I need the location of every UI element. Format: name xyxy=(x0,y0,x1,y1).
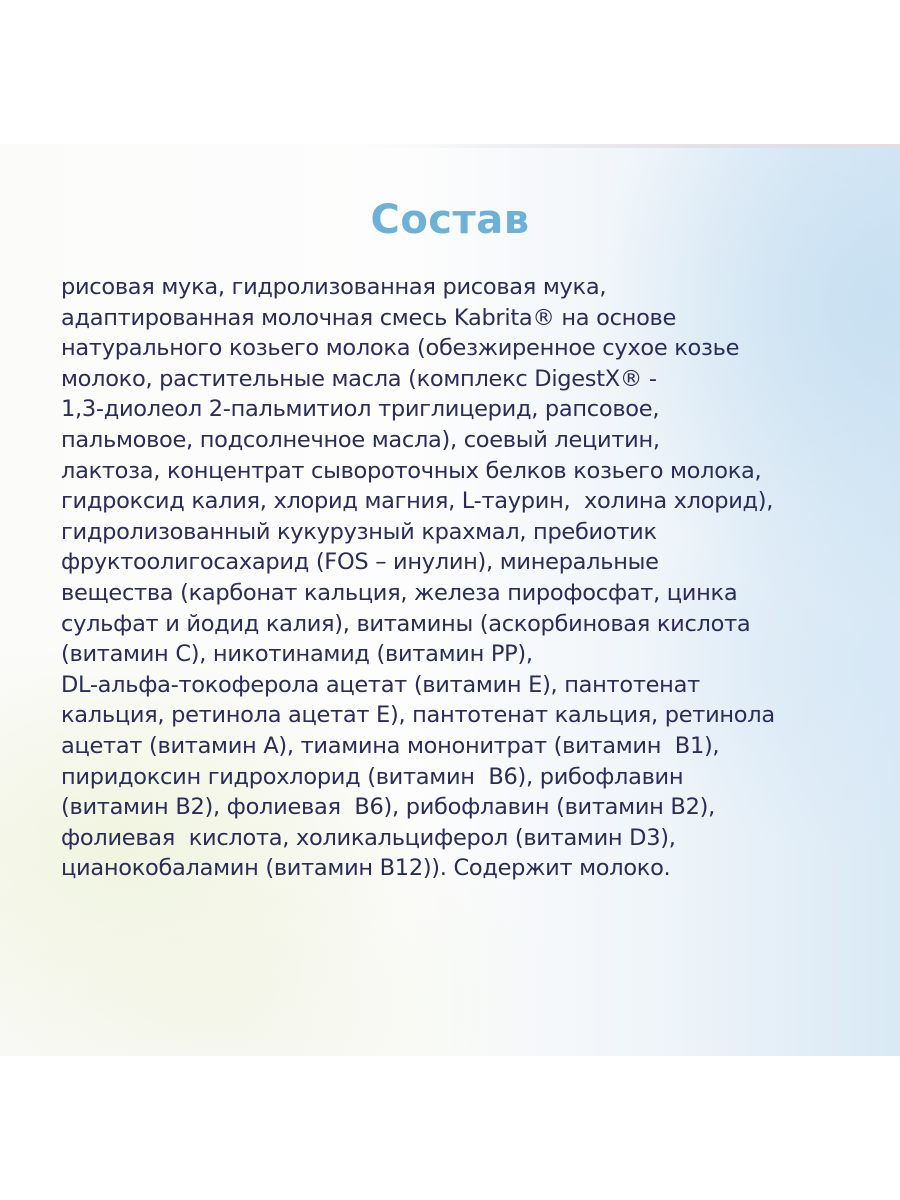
composition-line: (витамин В2), фолиевая В6), рибофлавин (витамин В2), xyxy=(61,794,715,821)
composition-line: гидролизованный кукурузный крахмал, пребиотик xyxy=(61,518,657,545)
composition-line: ацетат (витамин А), тиамина мононитрат (витамин В1), xyxy=(61,732,720,759)
composition-line: кальция, ретинола ацетат Е), пантотенат кальция, ретинола xyxy=(61,702,775,729)
composition-line: 1,3-диолеол 2-пальмитиол триглицерид, рапсовое, xyxy=(61,396,660,423)
composition-line: вещества (карбонат кальция, железа пирофосфат, цинка xyxy=(61,579,738,606)
composition-line: лактоза, концентрат сывороточных белков козьего молока, xyxy=(61,457,762,484)
composition-line: пиридоксин гидрохлорид (витамин В6), рибофлавин xyxy=(61,763,684,790)
composition-line: (витамин С), никотинамид (витамин РР), xyxy=(61,641,533,668)
composition-line: молоко, растительные масла (комплекс DigestX® - xyxy=(61,365,657,392)
composition-line: фруктоолигосахарид (FOS – инулин), минеральные xyxy=(61,549,659,576)
composition-line: DL-альфа-токоферола ацетат (витамин Е), пантотенат xyxy=(61,671,700,698)
composition-line: гидроксид калия, хлорид магния, L-таурин, холина хлорид), xyxy=(61,488,774,515)
page-title: Состав xyxy=(370,197,530,243)
composition-card xyxy=(0,144,900,1056)
composition-line: фолиевая кислота, холикальциферол (витамин D3), xyxy=(61,824,676,851)
card-top-edge xyxy=(0,144,900,148)
composition-line: натурального козьего молока (обезжиренное сухое козье xyxy=(61,335,740,362)
composition-line: сульфат и йодид калия), витамины (аскорбиновая кислота xyxy=(61,610,751,637)
composition-text xyxy=(61,272,861,884)
composition-line: адаптированная молочная смесь Kabrita® на основе xyxy=(61,304,677,331)
composition-line: рисовая мука, гидролизованная рисовая мука, xyxy=(61,274,607,300)
composition-line: пальмовое, подсолнечное масла), соевый лецитин, xyxy=(61,426,660,453)
composition-line: цианокобаламин (витамин В12)). Содержит молоко. xyxy=(61,855,671,882)
